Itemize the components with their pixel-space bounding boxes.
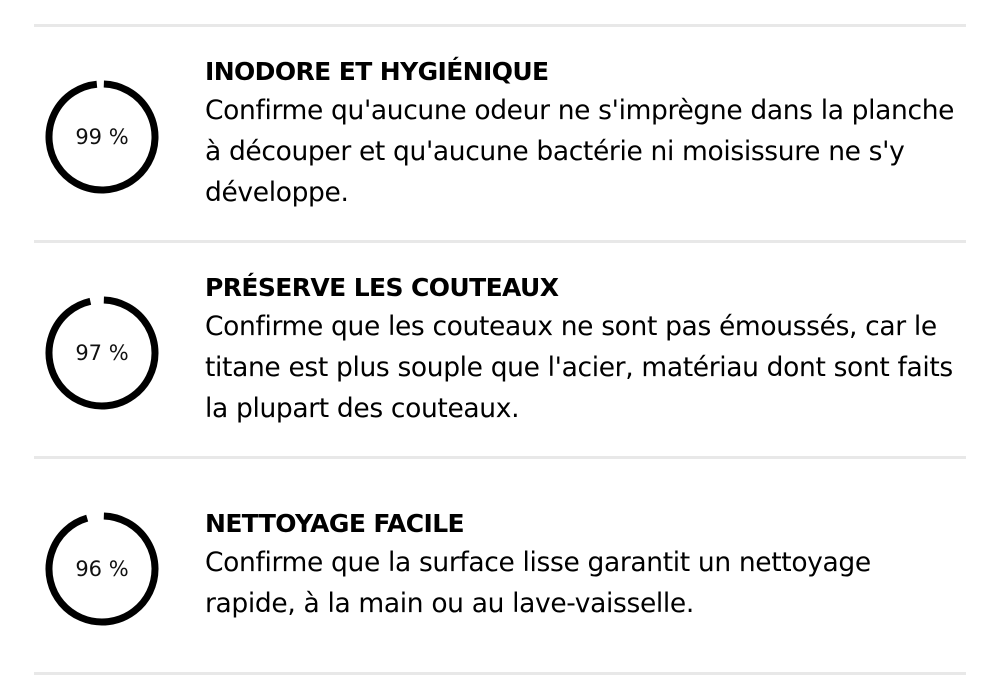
feature-item-odorless [34, 27, 966, 243]
feature-description: Confirme que la surface lisse garantit un nettoyage rapide, à la main ou au lave-vaisselle. [205, 547, 871, 619]
feature-title: NETTOYAGE FACILE [205, 509, 465, 538]
feature-description: Confirme que les couteaux ne sont pas émoussés, car le titane est plus souple que l'acier, matériau dont sont faits la plupart des couteaux. [205, 311, 953, 424]
percentage-ring [44, 511, 160, 627]
percentage-label: 96 % [75, 557, 129, 581]
feature-description: Confirme qu'aucune odeur ne s'imprègne dans la planche à découper et qu'aucune bactérie ni moisissure ne s'y développe. [205, 95, 955, 208]
feature-item-easy-cleaning [34, 459, 966, 675]
feature-text [205, 273, 955, 429]
feature-item-knife-friendly [34, 243, 966, 459]
percentage-label: 97 % [75, 341, 129, 365]
percentage-ring [44, 295, 160, 411]
percentage-label: 99 % [75, 125, 129, 149]
feature-title: PRÉSERVE LES COUTEAUX [205, 273, 559, 302]
percentage-ring [44, 79, 160, 195]
feature-text [205, 509, 955, 624]
feature-list [34, 24, 966, 675]
feature-text [205, 57, 955, 213]
feature-title: INODORE ET HYGIÉNIQUE [205, 57, 549, 86]
